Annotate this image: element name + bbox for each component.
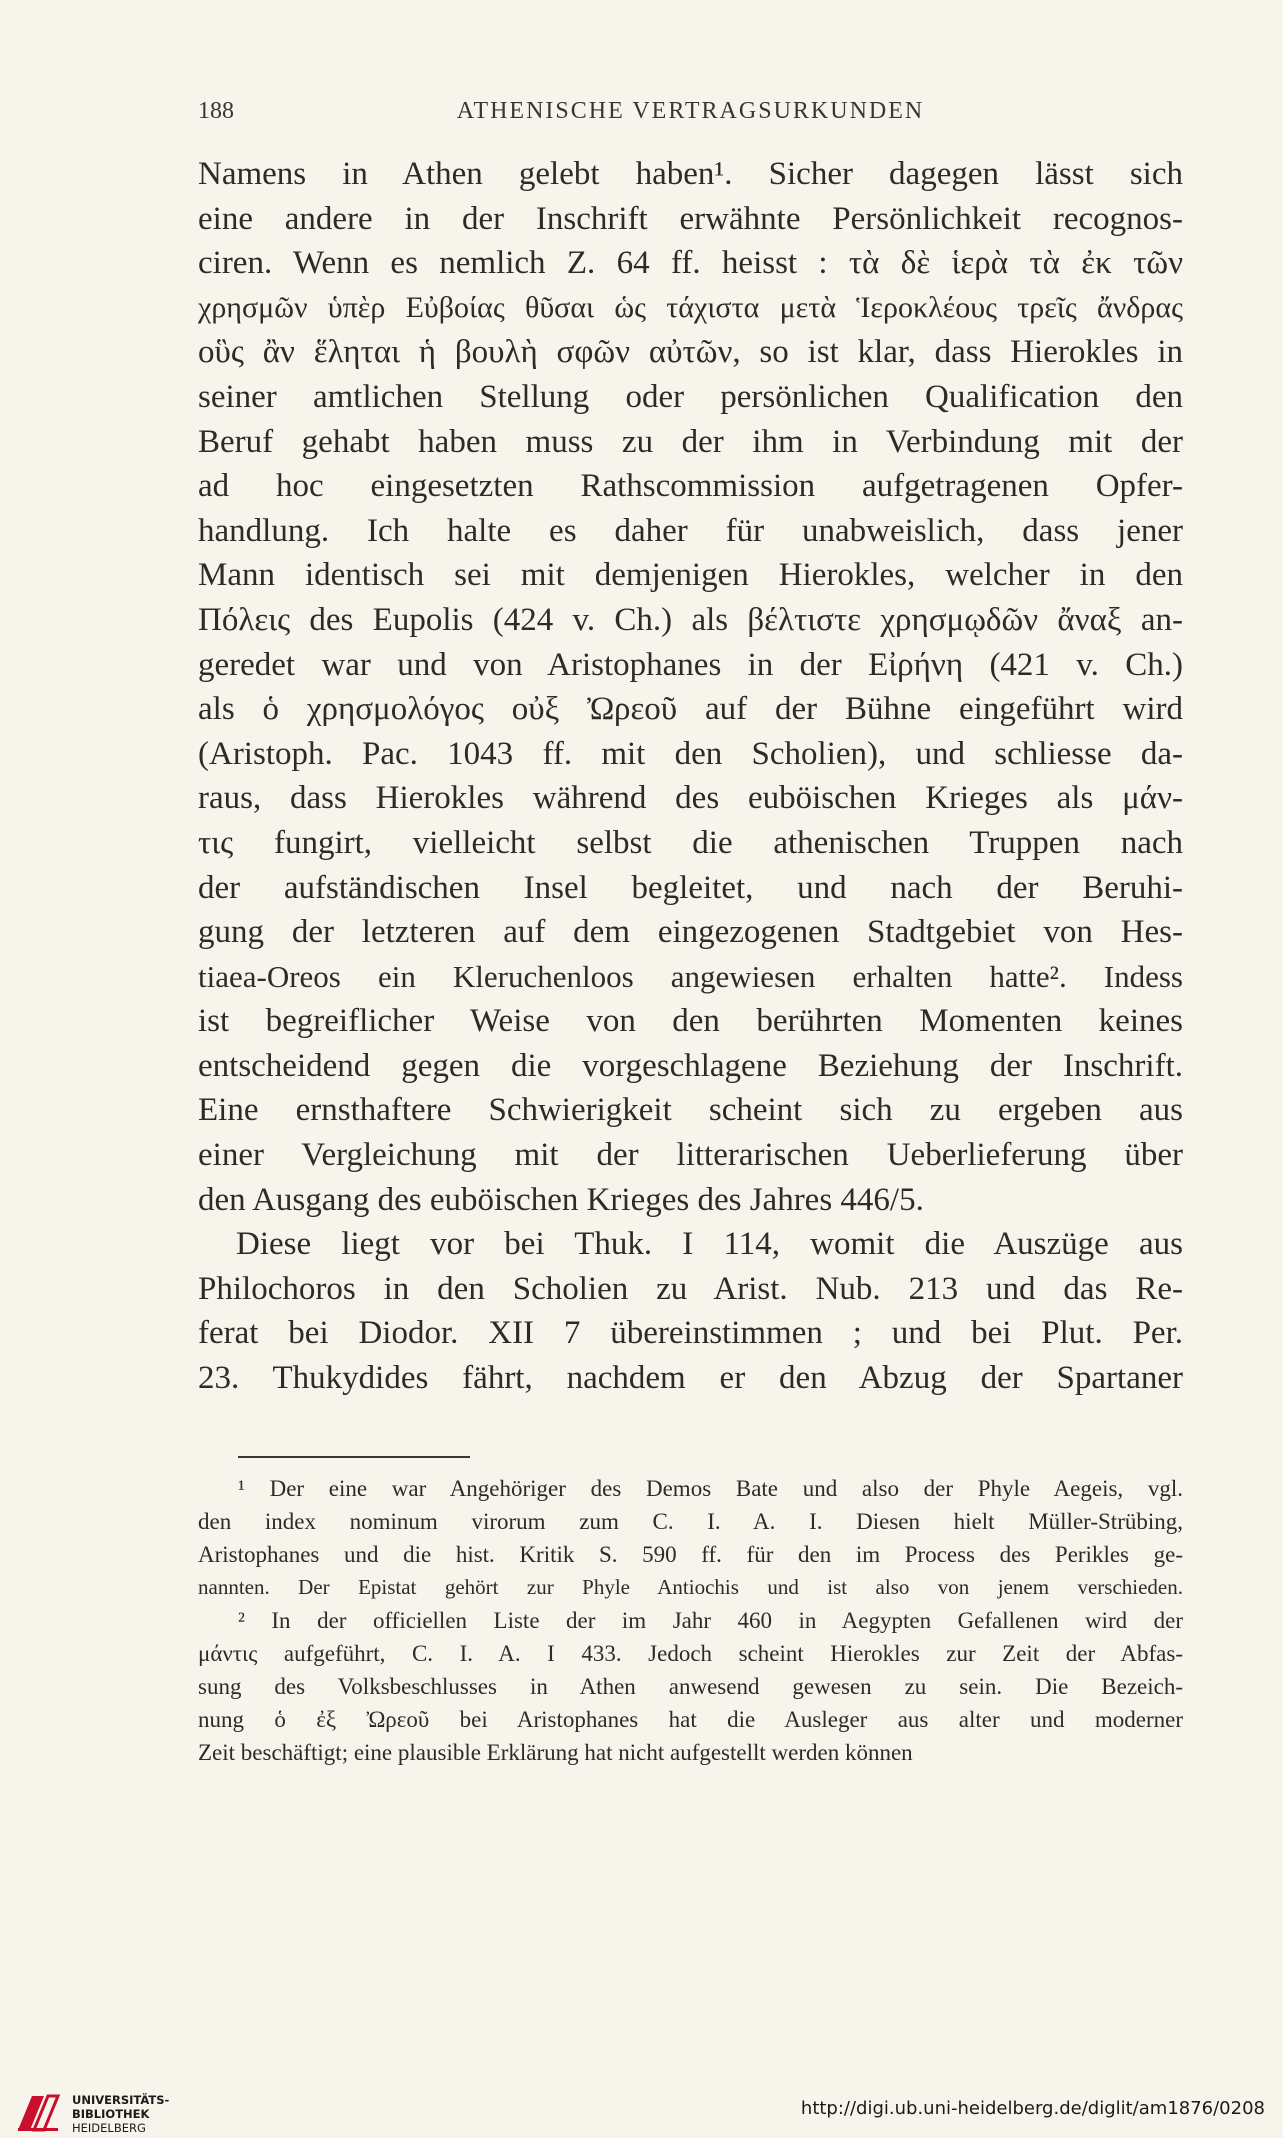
text-line: handlung. Ich halte es daher für unabweislich, dass jener [198, 512, 1183, 549]
text-line: einer Vergleichung mit der litterarischen Ueberlieferung über [198, 1137, 1183, 1174]
text-line: den Ausgang des euböischen Krieges des Jahres 446/5. [198, 1181, 924, 1218]
running-title: ATHENISCHE VERTRAGSURKUNDEN [456, 98, 925, 124]
footnote-line: nannten. Der Epistat gehört zur Phyle Antiochis und ist also von jenem verschieden. [198, 1575, 1183, 1599]
library-logo-icon[interactable] [14, 2090, 62, 2134]
footnote-line: nung ὁ ἐξ Ὠρεοῦ bei Aristophanes hat die Ausleger aus alter und moderner [198, 1707, 1183, 1732]
text-line: als ὁ χρησμολόγος οὐξ Ὠρεοῦ auf der Bühne eingeführt wird [198, 691, 1183, 728]
library-name-line: HEIDELBERG [72, 2121, 146, 2135]
text-line: Namens in Athen gelebt haben¹. Sicher dagegen lässt sich [198, 156, 1183, 192]
library-name [72, 2093, 169, 2135]
body-text [198, 152, 1183, 1401]
text-line: eine andere in der Inschrift erwähnte Persönlichkeit recognos- [198, 200, 1183, 237]
footnote-line: den index nominum virorum zum C. I. A. I. Diesen hielt Müller-Strübing, [198, 1509, 1183, 1534]
footnote-line: ² In der officiellen Liste der im Jahr 460 in Aegypten Gefallenen wird der [238, 1608, 1183, 1633]
text-line: ist begreiflicher Weise von den berührten Momenten keines [198, 1003, 1183, 1040]
text-line: entscheidend gegen die vorgeschlagene Beziehung der Inschrift. [198, 1047, 1183, 1084]
footnote-line: ¹ Der eine war Angehöriger des Demos Bate und also der Phyle Aegeis, vgl. [238, 1476, 1183, 1501]
footnote-line: Aristophanes und die hist. Kritik S. 590 ff. für den im Process des Perikles ge- [198, 1542, 1183, 1567]
text-line: (Aristoph. Pac. 1043 ff. mit den Scholien), und schliesse da- [198, 735, 1183, 772]
text-line: seiner amtlichen Stellung oder persönlichen Qualification den [198, 378, 1183, 415]
text-line: gung der letzteren auf dem eingezogenen Stadtgebiet von Hes- [198, 914, 1183, 951]
text-line: ciren. Wenn es nemlich Z. 64 ff. heisst : τὰ δὲ ἱερὰ τὰ ἐκ τῶν [198, 245, 1183, 282]
text-line: ad hoc eingesetzten Rathscommission aufgetragenen Opfer- [198, 468, 1183, 505]
text-line: Diese liegt vor bei Thuk. I 114, womit die Auszüge aus [236, 1226, 1183, 1263]
text-line: Mann identisch sei mit demjenigen Hierokles, welcher in den [198, 557, 1183, 594]
library-name-line: UNIVERSITÄTS- [72, 2093, 170, 2107]
source-url-link[interactable]: http://digi.ub.uni-heidelberg.de/diglit/am1876/0208 [800, 2098, 1265, 2119]
text-line: Eine ernsthaftere Schwierigkeit scheint sich zu ergeben aus [198, 1092, 1183, 1129]
page-header [198, 98, 1183, 132]
footnote-line: Zeit beschäftigt; eine plausible Erklärung hat nicht aufgestellt werden können [198, 1740, 913, 1765]
footnote-rule [238, 1456, 470, 1458]
text-line: Philochoros in den Scholien zu Arist. Nub. 213 und das Re- [198, 1270, 1183, 1307]
text-line: geredet war und von Aristophanes in der Εἰρήνη (421 v. Ch.) [198, 646, 1183, 683]
text-line: tiaea-Oreos ein Kleruchenloos angewiesen erhalten hatte². Indess [198, 958, 1183, 994]
text-line: der aufständischen Insel begleitet, und nach der Beruhi- [198, 869, 1183, 906]
text-line: 23. Thukydides fährt, nachdem er den Abzug der Spartaner [198, 1360, 1183, 1397]
text-line: Πόλεις des Eupolis (424 v. Ch.) als βέλτιστε χρησμῳδῶν ἄναξ an- [198, 601, 1183, 638]
text-line: τις fungirt, vielleicht selbst die athenischen Truppen nach [198, 824, 1183, 861]
text-line: χρησμῶν ὑπὲρ Εὐβοίας θῦσαι ὡς τάχιστα μετὰ Ἱεροκλέους τρεῖς ἄνδρας [198, 290, 1183, 324]
footnote-line: sung des Volksbeschlusses in Athen anwesend gewesen zu sein. Die Bezeich- [198, 1674, 1183, 1699]
page-number: 188 [198, 98, 234, 124]
library-name-line: BIBLIOTHEK [72, 2107, 150, 2121]
text-line: Beruf gehabt haben muss zu der ihm in Verbindung mit der [198, 423, 1183, 460]
text-line: οὓς ἂν ἕληται ἡ βουλὴ σφῶν αὐτῶν, so ist klar, dass Hierokles in [198, 334, 1183, 371]
footnote-line: μάντις aufgeführt, C. I. A. I 433. Jedoch scheint Hierokles zur Zeit der Abfas- [198, 1641, 1183, 1666]
footnotes [198, 1472, 1183, 1769]
text-line: ferat bei Diodor. XII 7 übereinstimmen ; und bei Plut. Per. [198, 1315, 1183, 1352]
text-line: raus, dass Hierokles während des euböischen Krieges als μάν- [198, 780, 1183, 817]
